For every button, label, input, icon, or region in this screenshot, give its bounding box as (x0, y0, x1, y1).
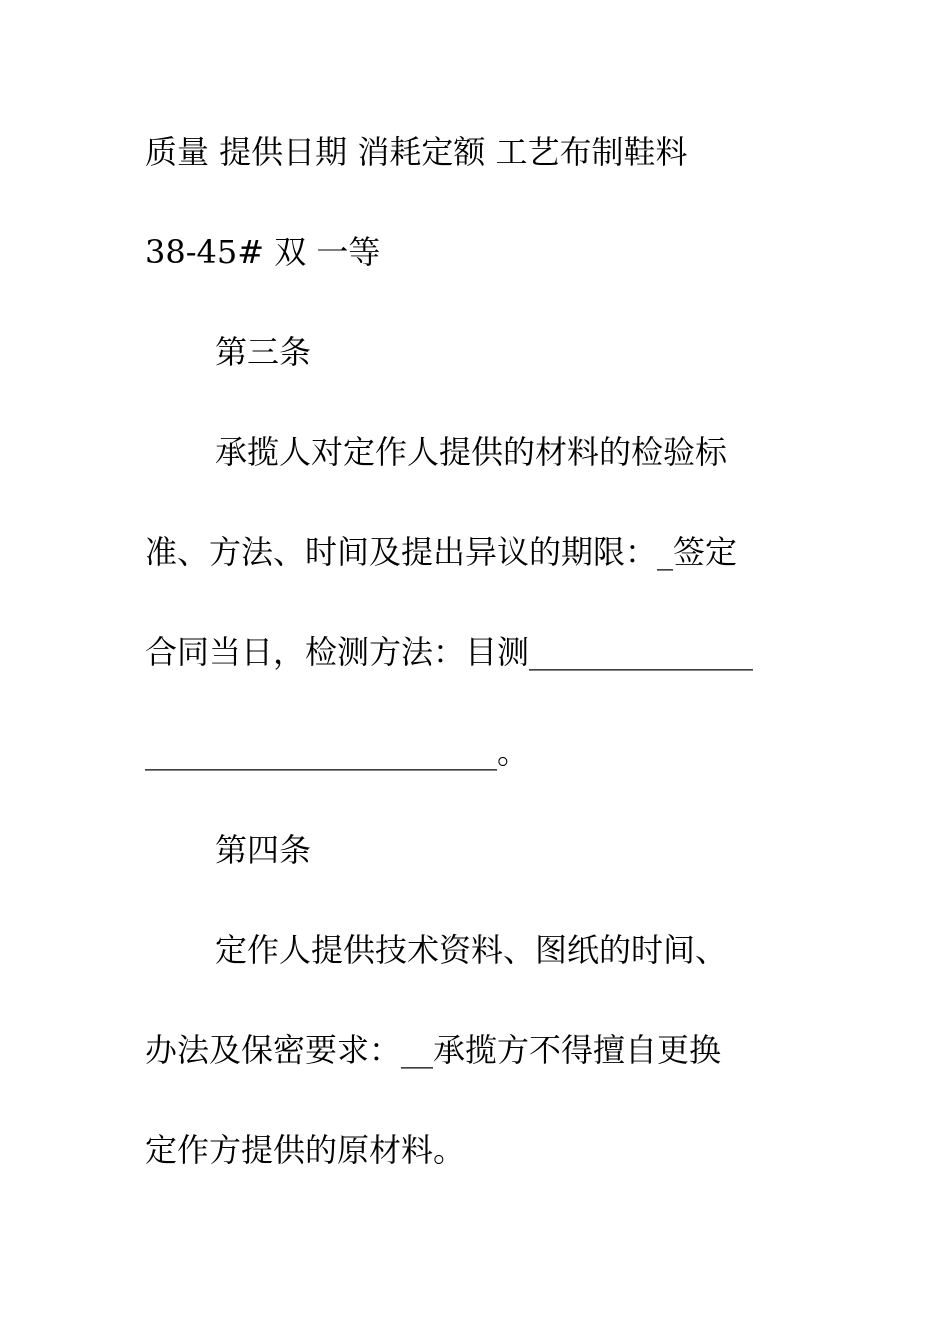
text-line-inspection-1: 承揽人对定作人提供的材料的检验标 (215, 433, 728, 471)
heading-article-three: 第三条 (215, 333, 312, 371)
text-line-size-grade: 38-45# 双 一等 (145, 233, 381, 271)
text-line-technical-3: 定作方提供的原材料。 (145, 1131, 466, 1169)
text-line-inspection-3: 合同当日，检测方法：目测______________ (145, 633, 754, 671)
text-line-technical-1: 定作人提供技术资料、图纸的时间、 (215, 931, 728, 969)
text-line-inspection-2: 准、方法、时间及提出异议的期限：_签定 (145, 533, 738, 571)
text-line-quality-header: 质量 提供日期 消耗定额 工艺布制鞋料 (145, 133, 688, 171)
text-line-technical-2: 办法及保密要求：__承揽方不得擅自更换 (145, 1031, 722, 1069)
text-line-inspection-4: ______________________。 (145, 733, 530, 771)
heading-article-four: 第四条 (215, 831, 312, 869)
